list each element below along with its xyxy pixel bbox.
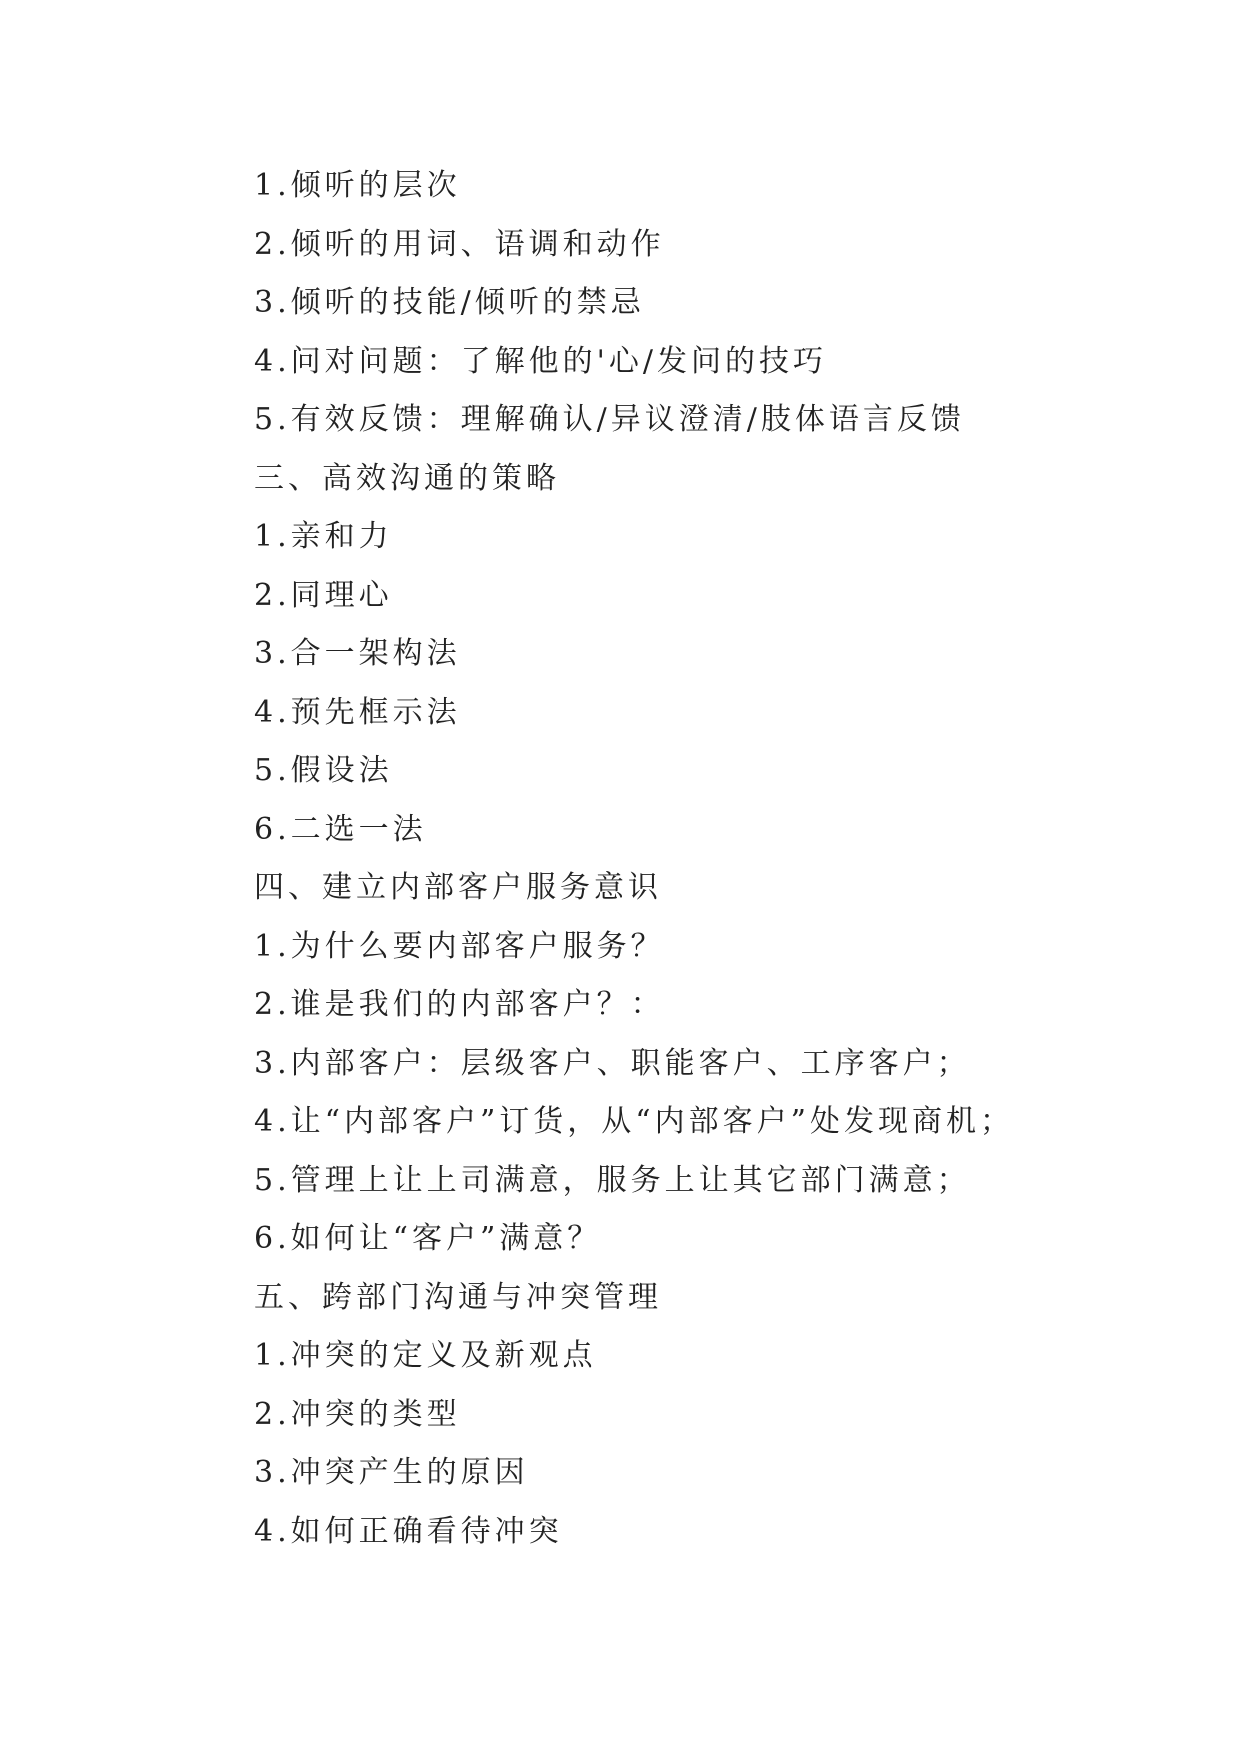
- list-item: 4.让“内部客户”订货，从“内部客户”处发现商机；: [254, 1104, 1014, 1139]
- list-item: 5.管理上让上司满意，服务上让其它部门满意；: [254, 1162, 971, 1198]
- list-item: 4.问对问题：了解他的'心/发问的技巧: [254, 343, 827, 379]
- list-item: 6.二选一法: [254, 811, 427, 847]
- list-item: 5.假设法: [254, 753, 393, 788]
- document-body: [254, 157, 1114, 1561]
- list-item: 2.倾听的用词、语调和动作: [254, 226, 665, 262]
- list-item: 4.预先框示法: [254, 694, 461, 730]
- list-item: 2.同理心: [254, 577, 393, 613]
- list-item: 3.合一架构法: [254, 636, 461, 671]
- section-heading: 五、跨部门沟通与冲突管理: [254, 1279, 662, 1315]
- list-item: 1.冲突的定义及新观点: [254, 1338, 597, 1373]
- list-item: 6.如何让“客户”满意？: [254, 1221, 602, 1256]
- list-item: 3.内部客户：层级客户、职能客户、工序客户；: [254, 1045, 971, 1081]
- list-item: 3.倾听的技能/倾听的禁忌: [254, 285, 645, 320]
- list-item: 1.亲和力: [254, 519, 393, 554]
- list-item: 1.倾听的层次: [254, 168, 461, 203]
- list-item: 3.冲突产生的原因: [254, 1455, 529, 1490]
- list-item: 5.有效反馈：理解确认/异议澄清/肢体语言反馈: [254, 402, 965, 437]
- section-heading: 三、高效沟通的策略: [254, 460, 560, 496]
- list-item: 4.如何正确看待冲突: [254, 1513, 563, 1549]
- list-item: 1.为什么要内部客户服务？: [254, 928, 665, 964]
- list-item: 2.冲突的类型: [254, 1396, 461, 1432]
- list-item: 2.谁是我们的内部客户？：: [254, 987, 665, 1022]
- section-heading: 四、建立内部客户服务意识: [254, 870, 662, 905]
